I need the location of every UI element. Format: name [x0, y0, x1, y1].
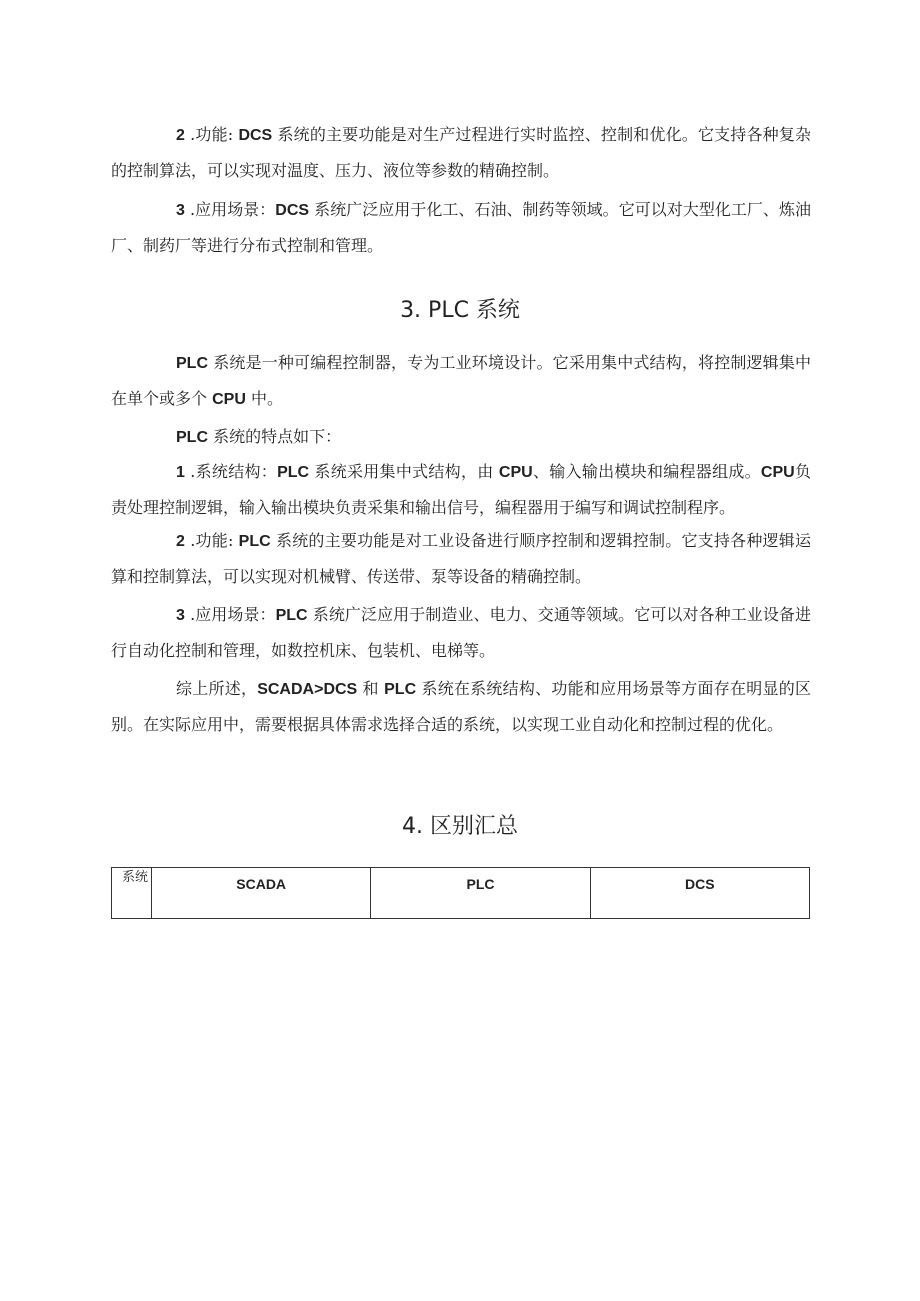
summary-section-heading: 4. 区别汇总 — [402, 814, 518, 839]
table-corner-cell: 系统 — [112, 868, 152, 919]
summary-paragraph: 综上所述，SCADA>DCS 和 PLC 系统在系统结构、功能和应用场景等方面存在明显的区别。在实际应用中，需要根据具体需求选择合适的系统，以实现工业自动化和控制过程的优化。 — [111, 679, 811, 734]
table-column-plc: PLC — [371, 868, 590, 919]
table-column-dcs: DCS — [590, 868, 809, 919]
table-column-scada: SCADA — [152, 868, 371, 919]
table-header-row — [112, 868, 810, 919]
plc-section-heading: 3. PLC 系统 — [400, 298, 520, 323]
plc-function-paragraph: 2 .功能: PLC 系统的主要功能是对工业设备进行顺序控制和逻辑控制。它支持各种逻辑运算和控制算法，可以实现对机械臂、传送带、泵等设备的精确控制。 — [111, 531, 811, 586]
dcs-function-paragraph: 2 .功能: DCS 系统的主要功能是对生产过程进行实时监控、控制和优化。它支持各种复杂的控制算法，可以实现对温度、压力、液位等参数的精确控制。 — [111, 125, 811, 180]
comparison-table — [111, 867, 810, 919]
plc-intro-paragraph: PLC 系统是一种可编程控制器，专为工业环境设计。它采用集中式结构，将控制逻辑集中在单个或多个 CPU 中。 — [111, 353, 811, 408]
dcs-application-paragraph: 3 .应用场景：DCS 系统广泛应用于化工、石油、制药等领域。它可以对大型化工厂、炼油厂、制药厂等进行分布式控制和管理。 — [111, 200, 811, 255]
plc-structure-paragraph: 1 .系统结构：PLC 系统采用集中式结构，由 CPU、输入输出模块和编程器组成。CPU负责处理控制逻辑，输入输出模块负责采集和输出信号，编程器用于编写和调试控制程序。 — [111, 462, 811, 517]
plc-application-paragraph: 3 .应用场景：PLC 系统广泛应用于制造业、电力、交通等领域。它可以对各种工业设备进行自动化控制和管理，如数控机床、包装机、电梯等。 — [111, 605, 811, 660]
plc-features-intro: PLC 系统的特点如下： — [176, 427, 342, 446]
